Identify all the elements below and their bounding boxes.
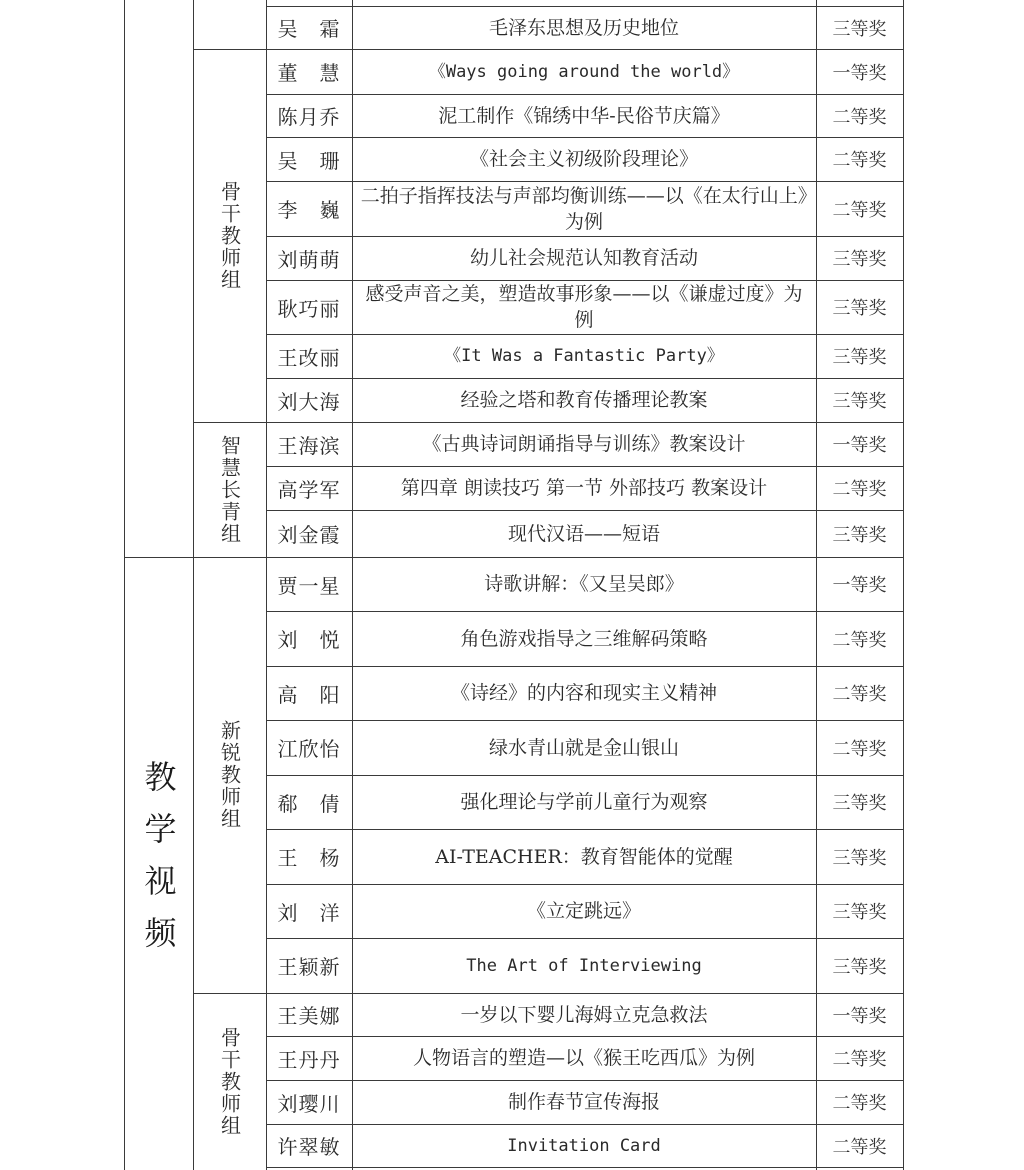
award-level: 三等奖	[832, 524, 887, 546]
group-label: 新锐教师组	[217, 720, 242, 830]
entrant-name: 吴 霜	[277, 17, 341, 41]
award-level: 三等奖	[832, 902, 887, 923]
work-title: 制作春节宣传海报	[507, 1091, 660, 1113]
entrant-name: 郗 倩	[277, 791, 341, 816]
award-level: 二等奖	[832, 199, 887, 221]
work-title: 《Ways going around the world》	[428, 61, 740, 82]
award-level: 二等奖	[832, 684, 887, 705]
work-title: The Art of Interviewing	[466, 955, 702, 976]
work-title: 经验之塔和教育传播理论教案	[460, 389, 708, 411]
award-level: 三等奖	[832, 956, 887, 978]
entrant-name: 江欣怡	[277, 737, 341, 761]
work-title: 感受声音之美，塑造故事形象——以《谦虚过度》为例	[365, 283, 803, 331]
work-title: 绿水青山就是金山银山	[488, 736, 679, 759]
work-title: 角色游戏指导之三维解码策略	[460, 627, 708, 650]
work-title: 强化理论与学前儿童行为观察	[460, 791, 708, 813]
entrant-name: 王丹丹	[277, 1047, 341, 1072]
table-line	[903, 0, 904, 1170]
award-level: 一等奖	[832, 62, 887, 84]
work-title: 泥工制作《锦绣中华-民俗节庆篇》	[438, 104, 730, 127]
table-line	[266, 1167, 904, 1168]
award-level: 二等奖	[832, 1093, 887, 1114]
entrant-name: 耿巧丽	[277, 296, 341, 321]
entrant-name: 贾一星	[277, 573, 341, 598]
entrant-name: 陈月乔	[277, 105, 341, 129]
entrant-name: 李 巍	[277, 198, 341, 222]
award-level: 一等奖	[832, 575, 887, 596]
work-title: 幼儿社会规范认知教育活动	[469, 247, 698, 269]
entrant-name: 董 慧	[277, 61, 341, 85]
entrant-name: 王改丽	[277, 345, 341, 370]
group-label: 智慧长青组	[217, 434, 242, 545]
work-title: 诗歌讲解：《又呈吴郎》	[484, 573, 684, 595]
entrant-name: 王美娜	[277, 1004, 341, 1028]
award-level: 二等奖	[832, 629, 887, 651]
entrant-name: 吴 珊	[277, 148, 341, 173]
award-level: 二等奖	[832, 738, 887, 760]
award-level: 三等奖	[832, 18, 887, 40]
entrant-name: 刘 洋	[277, 900, 341, 925]
award-level: 二等奖	[832, 1049, 887, 1070]
work-title: 《社会主义初级阶段理论》	[469, 148, 698, 170]
award-level: 二等奖	[832, 106, 887, 128]
entrant-name: 王海滨	[277, 433, 341, 458]
work-title: 现代汉语——短语	[507, 522, 660, 545]
work-title: AI-TEACHER：教育智能体的觉醒	[435, 845, 733, 868]
award-level: 二等奖	[832, 1136, 887, 1158]
entrant-name: 高 阳	[277, 682, 341, 707]
work-title: 《诗经》的内容和现实主义精神	[450, 682, 717, 704]
entrant-name: 刘璎川	[277, 1091, 341, 1116]
award-level: 二等奖	[832, 150, 887, 171]
award-level: 三等奖	[832, 249, 887, 270]
award-level: 一等奖	[832, 435, 887, 456]
entrant-name: 刘大海	[277, 389, 341, 414]
entrant-name: 王 杨	[277, 846, 341, 870]
work-title: 《古典诗词朗诵指导与训练》教案设计	[422, 433, 746, 455]
work-title: Invitation Card	[507, 1135, 661, 1156]
entrant-name: 王颖新	[277, 955, 341, 979]
work-title: 《立定跳远》	[526, 900, 641, 922]
award-level: 三等奖	[832, 793, 887, 814]
entrant-name: 刘萌萌	[277, 247, 341, 272]
work-title: 《It Was a Fantastic Party》	[444, 346, 724, 366]
entrant-name: 刘 悦	[277, 628, 341, 652]
award-level: 三等奖	[832, 391, 887, 412]
award-level: 三等奖	[832, 347, 887, 368]
group-label: 骨干教师组	[217, 1026, 242, 1137]
award-level: 三等奖	[832, 298, 887, 319]
entrant-name: 许翠敏	[277, 1135, 341, 1159]
entrant-name: 高学军	[277, 477, 341, 502]
group-label: 骨干教师组	[217, 180, 242, 291]
entrant-name: 刘金霞	[277, 523, 341, 547]
work-title: 二拍子指挥技法与声部均衡训练——以《在太行山上》为例	[360, 184, 808, 233]
work-title: 毛泽东思想及历史地位	[488, 16, 679, 39]
work-title: 第四章 朗读技巧 第一节 外部技巧 教案设计	[400, 477, 768, 499]
award-level: 三等奖	[832, 847, 887, 869]
category-label: 教学视频	[139, 759, 178, 968]
work-title: 人物语言的塑造—以《猴王吃西瓜》为例	[412, 1047, 755, 1069]
award-level: 一等奖	[832, 1005, 887, 1027]
award-level: 二等奖	[832, 479, 887, 500]
work-title: 一岁以下婴儿海姆立克急救法	[460, 1003, 708, 1026]
